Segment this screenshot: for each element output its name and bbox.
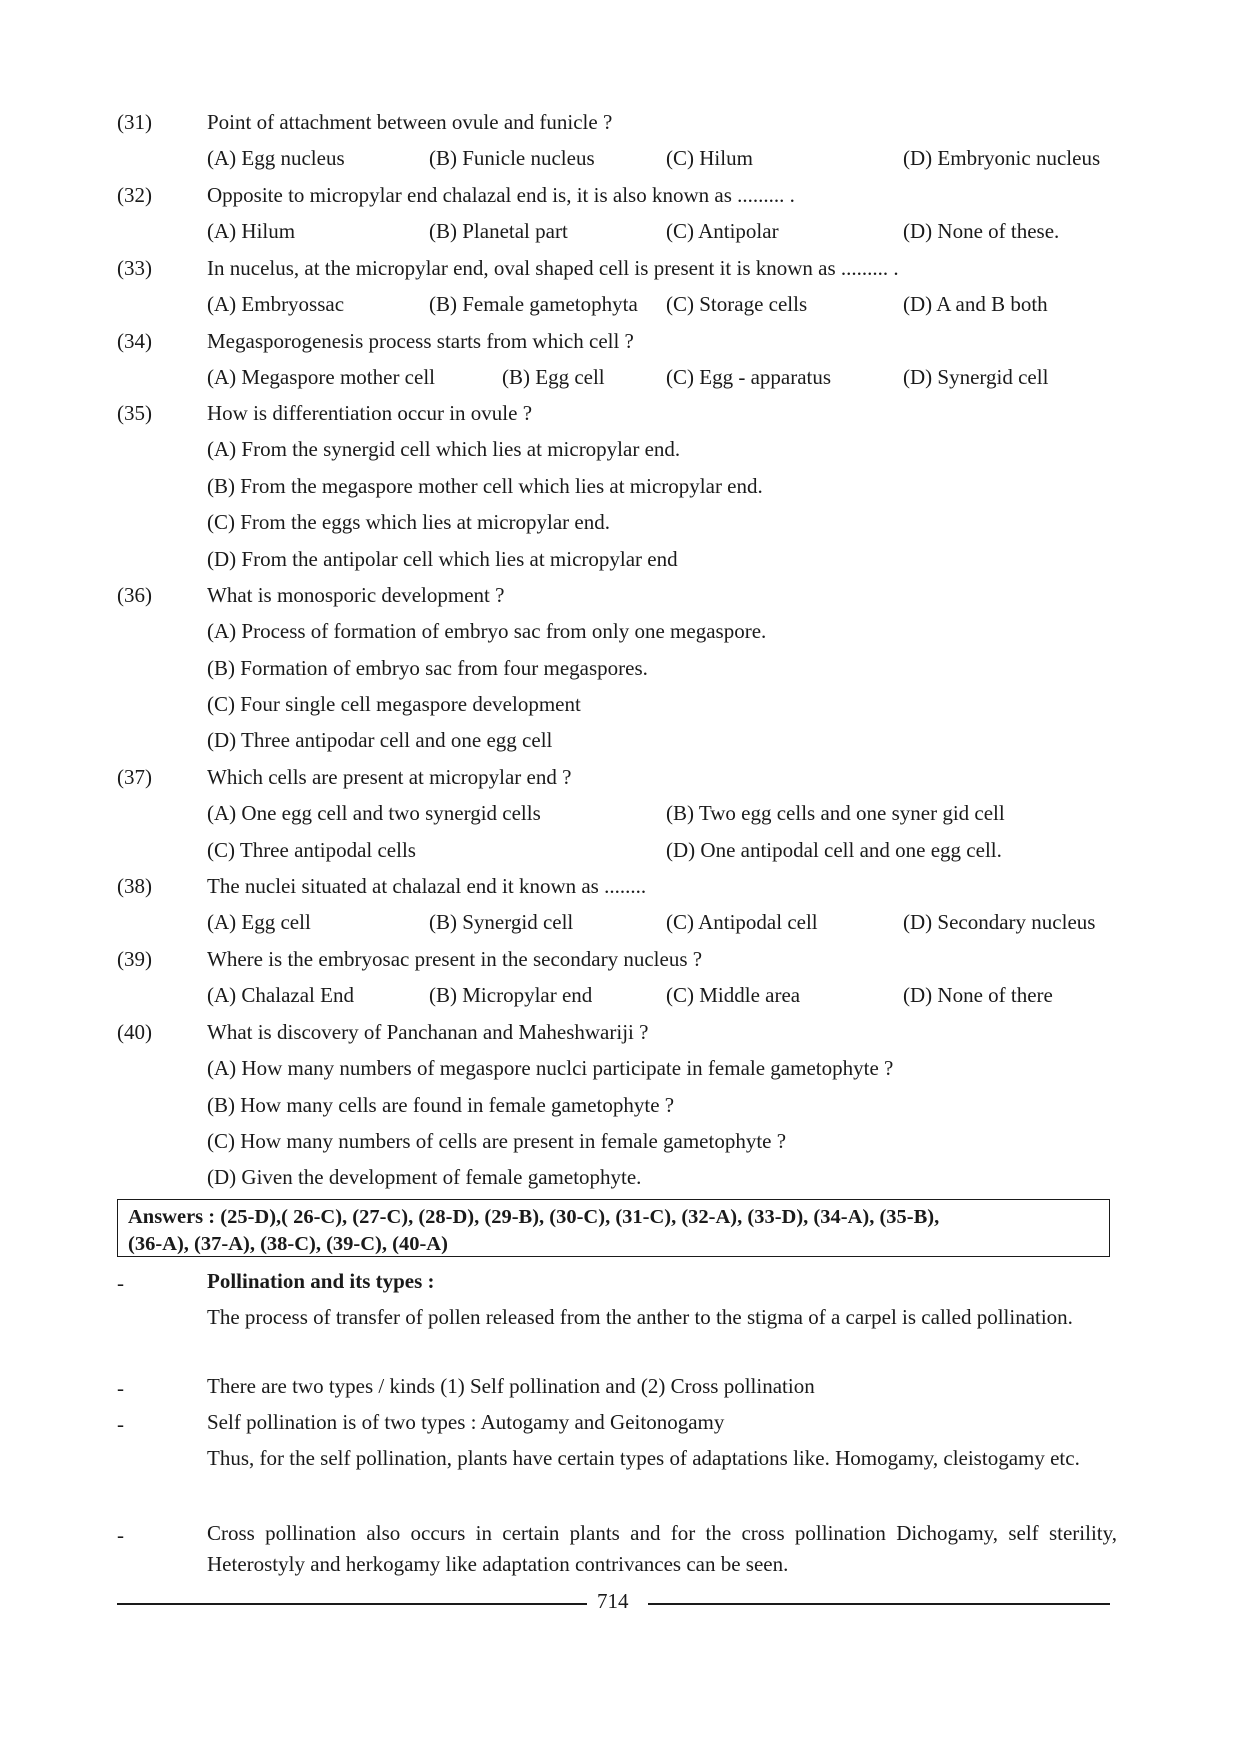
option-c: (C) Middle area bbox=[666, 983, 801, 1007]
option-d: (D) From the antipolar cell which lies at micropylar end bbox=[207, 547, 678, 571]
question-number: (36) bbox=[117, 583, 152, 607]
option-a: (A) Megaspore mother cell bbox=[207, 365, 435, 389]
option-d: (D) Embryonic nucleus bbox=[903, 146, 1101, 170]
footer-rule-left bbox=[117, 1603, 587, 1605]
option-a: (A) How many numbers of megaspore nuclci participate in female gametophyte ? bbox=[207, 1056, 894, 1080]
option-d: (D) A and B both bbox=[903, 292, 1048, 316]
option-b: (B) Funicle nucleus bbox=[429, 146, 595, 170]
answers-line-2: (36-A), (37-A), (38-C), (39-C), (40-A) bbox=[128, 1233, 448, 1255]
option-a: (A) Egg nucleus bbox=[207, 146, 345, 170]
question-number: (31) bbox=[117, 110, 152, 134]
option-c: (C) Antipolar bbox=[666, 219, 779, 243]
question-number: (37) bbox=[117, 765, 152, 789]
paragraph: Thus, for the self pollination, plants have certain types of adaptations like. Homogamy, cleistogamy etc. bbox=[207, 1446, 1080, 1470]
question-text: In nucelus, at the micropylar end, oval shaped cell is present it is known as ......... . bbox=[207, 256, 899, 280]
option-b: (B) From the megaspore mother cell which lies at micropylar end. bbox=[207, 474, 763, 498]
option-c: (C) From the eggs which lies at micropylar end. bbox=[207, 510, 610, 534]
bullet-dash: - bbox=[117, 1376, 124, 1400]
bullet-dash: - bbox=[117, 1412, 124, 1436]
option-a: (A) Embryossac bbox=[207, 292, 345, 316]
section-heading: Pollination and its types : bbox=[207, 1269, 435, 1293]
option-c: (C) How many numbers of cells are present in female gametophyte ? bbox=[207, 1129, 787, 1153]
option-c: (C) Antipodal cell bbox=[666, 910, 818, 934]
question-text: What is monosporic development ? bbox=[207, 583, 505, 607]
option-a: (A) Egg cell bbox=[207, 910, 311, 934]
option-b: (B) Female gametophyta bbox=[429, 292, 638, 316]
option-d: (D) Given the development of female gametophyte. bbox=[207, 1165, 642, 1189]
question-text: Opposite to micropylar end chalazal end is, it is also known as ......... . bbox=[207, 183, 795, 207]
paragraph: There are two types / kinds (1) Self pollination and (2) Cross pollination bbox=[207, 1374, 815, 1398]
option-a: (A) From the synergid cell which lies at micropylar end. bbox=[207, 437, 681, 461]
question-text: The nuclei situated at chalazal end it known as ........ bbox=[207, 874, 647, 898]
option-c: (C) Hilum bbox=[666, 146, 753, 170]
bullet-dash: - bbox=[117, 1523, 124, 1547]
option-c: (C) Storage cells bbox=[666, 292, 808, 316]
answers-line-1: Answers : (25-D),( 26-C), (27-C), (28-D), (29-B), (30-C), (31-C), (32-A), (33-D), (34-A), (35-B), bbox=[128, 1206, 940, 1228]
option-d: (D) One antipodal cell and one egg cell. bbox=[666, 838, 1002, 862]
paragraph: Self pollination is of two types : Autogamy and Geitonogamy bbox=[207, 1410, 725, 1434]
option-a: (A) Process of formation of embryo sac from only one megaspore. bbox=[207, 619, 767, 643]
question-text: Point of attachment between ovule and funicle ? bbox=[207, 110, 613, 134]
paragraph: The process of transfer of pollen released from the anther to the stigma of a carpel is called pollination. bbox=[207, 1305, 1073, 1329]
question-number: (38) bbox=[117, 874, 152, 898]
option-b: (B) Formation of embryo sac from four megaspores. bbox=[207, 656, 648, 680]
option-b: (B) How many cells are found in female gametophyte ? bbox=[207, 1093, 675, 1117]
paragraph: Cross pollination also occurs in certain plants and for the cross pollination Dichogamy, self sterility, Heterostyly and herkogamy like adaptation contrivances can be seen. bbox=[207, 1521, 1117, 1576]
question-number: (39) bbox=[117, 947, 152, 971]
question-number: (34) bbox=[117, 329, 152, 353]
option-d: (D) Synergid cell bbox=[903, 365, 1049, 389]
option-b: (B) Micropylar end bbox=[429, 983, 593, 1007]
option-a: (A) One egg cell and two synergid cells bbox=[207, 801, 541, 825]
option-d: (D) Three antipodar cell and one egg cell bbox=[207, 728, 553, 752]
option-b: (B) Planetal part bbox=[429, 219, 568, 243]
question-number: (40) bbox=[117, 1020, 152, 1044]
option-c: (C) Four single cell megaspore development bbox=[207, 692, 581, 716]
bullet-dash: - bbox=[117, 1271, 124, 1295]
question-number: (35) bbox=[117, 401, 152, 425]
question-number: (32) bbox=[117, 183, 152, 207]
option-c: (C) Egg - apparatus bbox=[666, 365, 832, 389]
option-d: (D) None of there bbox=[903, 983, 1053, 1007]
option-d: (D) Secondary nucleus bbox=[903, 910, 1096, 934]
option-b: (B) Synergid cell bbox=[429, 910, 574, 934]
option-c: (C) Three antipodal cells bbox=[207, 838, 416, 862]
option-b: (B) Egg cell bbox=[502, 365, 605, 389]
option-d: (D) None of these. bbox=[903, 219, 1060, 243]
option-b: (B) Two egg cells and one syner gid cell bbox=[666, 801, 1005, 825]
question-number: (33) bbox=[117, 256, 152, 280]
page-number: 714 bbox=[597, 1589, 629, 1613]
question-text: What is discovery of Panchanan and Maheshwariji ? bbox=[207, 1020, 649, 1044]
option-a: (A) Hilum bbox=[207, 219, 296, 243]
question-text: Megasporogenesis process starts from which cell ? bbox=[207, 329, 634, 353]
option-a: (A) Chalazal End bbox=[207, 983, 354, 1007]
question-text: How is differentiation occur in ovule ? bbox=[207, 401, 533, 425]
question-text: Which cells are present at micropylar end ? bbox=[207, 765, 572, 789]
answers-box bbox=[117, 1199, 1110, 1257]
question-text: Where is the embryosac present in the secondary nucleus ? bbox=[207, 947, 703, 971]
footer-rule-right bbox=[648, 1603, 1110, 1605]
